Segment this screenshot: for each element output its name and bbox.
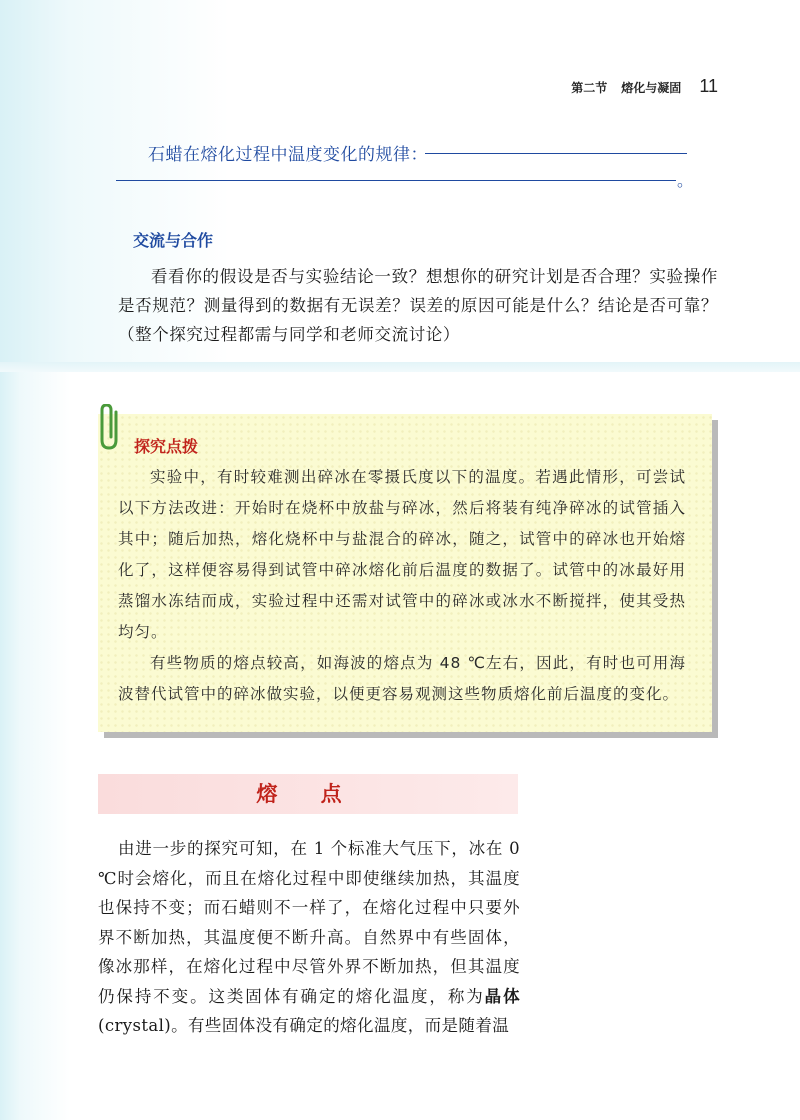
melting-point-paragraph: [98, 834, 520, 1041]
paperclip-icon: [96, 404, 126, 458]
exchange-heading: 交流与合作: [133, 231, 214, 250]
melting-point-text: [98, 834, 520, 1041]
running-header: [571, 76, 718, 97]
tip-body: [118, 462, 686, 710]
answer-blank-line-1[interactable]: [425, 153, 687, 154]
tip-paragraph-2: 有些物质的熔点较高，如海波的熔点为 48 ℃左右，因此，有时也可用海波替代试管中的碎冰做实验，以便更容易观测这些物质熔化前后温度的变化。: [118, 654, 686, 703]
question-end-mark: 。: [677, 171, 694, 190]
tip-paragraph-1: 实验中，有时较难测出碎冰在零摄氏度以下的温度。若遇此情形，可尝试以下方法改进：开始时在烧杯中放盐与碎冰，然后将装有纯净碎冰的试管插入其中；随后加热，熔化烧杯中与盐混合的碎冰，随之，试管中的碎冰也开始熔化了，这样便容易得到试管中碎冰熔化前后温度的数据了。试管中的冰最好用蒸馏水冻结而成，实验过程中还需对试管中的碎冰或冰水不断搅拌，使其受热均匀。: [118, 468, 686, 641]
answer-blank-line-2[interactable]: [116, 180, 676, 181]
header-title: 熔化与凝固: [621, 81, 682, 95]
header-section: 第二节: [571, 81, 608, 95]
melting-point-text-before: 由进一步的探究可知，在 1 个标准大气压下，冰在 0 ℃时会熔化，而且在熔化过程中即使继续加热，其温度也保持不变；而石蜡则不一样了，在熔化过程中只要外界不断加热，其温度便不断升高。自然界中有些固体，像冰那样，在熔化过程中尽管外界不断加热，但其温度仍保持不变。这类固体有确定的熔化温度，称为: [98, 839, 520, 1006]
term-crystal: 晶体: [484, 986, 520, 1006]
question-prompt: 石蜡在熔化过程中温度变化的规律：: [148, 145, 428, 165]
melting-point-text-after: (crystal)。有些固体没有确定的熔化温度，而是随着温: [98, 1016, 510, 1035]
tip-heading: 探究点拨: [134, 437, 199, 456]
section-heading-melting-point: 熔 点: [256, 782, 360, 806]
page-number: 11: [699, 76, 718, 96]
exchange-paragraph: 看看你的假设是否与实验结论一致？想想你的研究计划是否合理？实验操作是否规范？测量得到的数据有无误差？误差的原因可能是什么？结论是否可靠？（整个探究过程都需与同学和老师交流讨论）: [118, 267, 718, 344]
